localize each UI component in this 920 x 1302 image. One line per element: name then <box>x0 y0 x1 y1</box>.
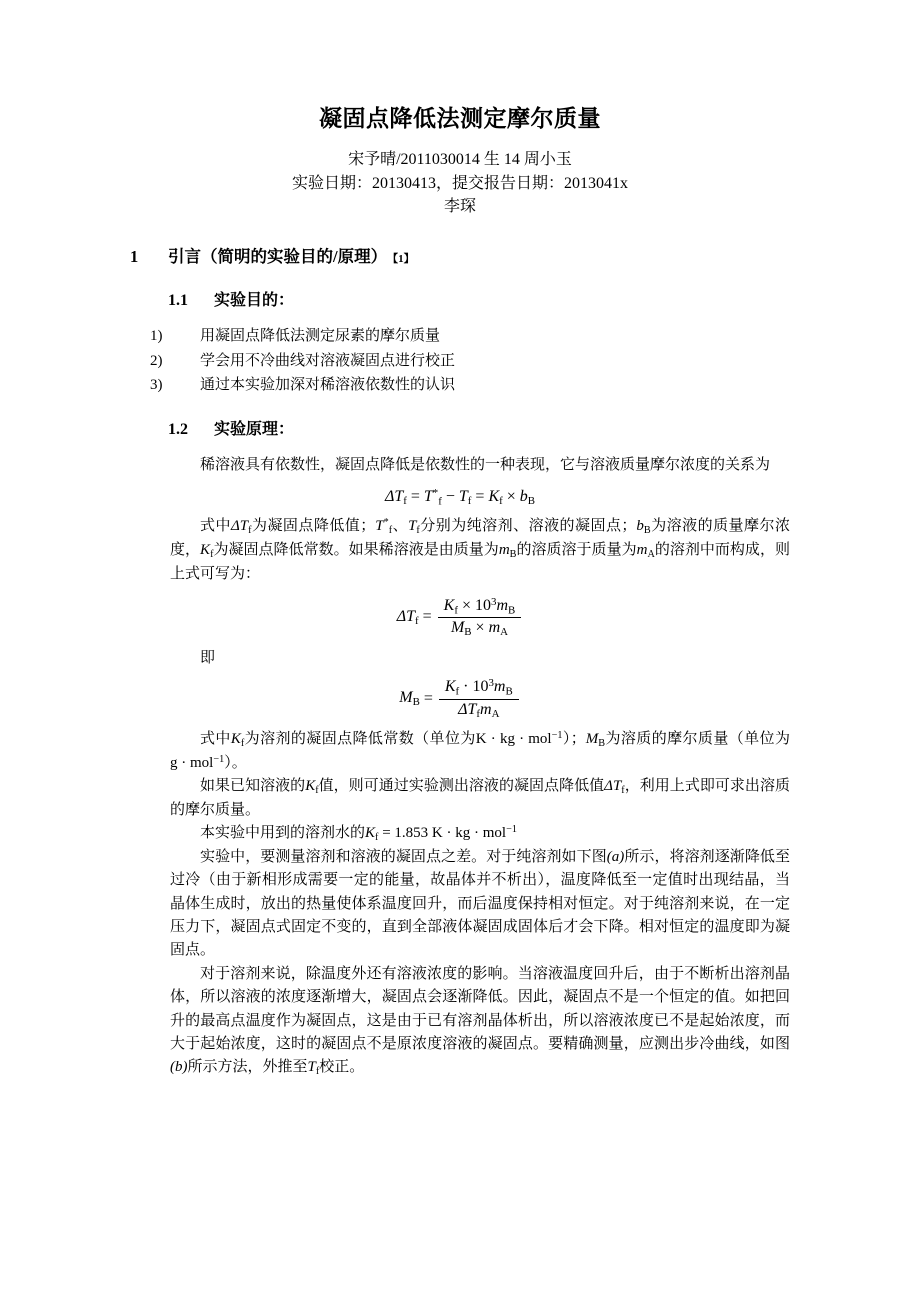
eq2-equals: = <box>422 608 432 626</box>
eq3-den-T-sub: f <box>476 707 481 720</box>
list-marker: 2) <box>150 352 163 369</box>
section-1-2-heading <box>130 419 790 441</box>
p3-unit-kf: K · kg · mol <box>475 730 552 747</box>
eq3-num-m-sub: B <box>505 685 513 698</box>
byline-author: 宋予晴/2011030014 生 14 周小玉 <box>348 150 572 168</box>
eq3-num-K-sub: f <box>455 685 460 698</box>
p4-text-b: 值，则可通过实验测出溶液的凝固点降低值 <box>318 777 605 794</box>
eq1-T-sub: f <box>403 494 407 507</box>
p7-T: T <box>307 1059 316 1076</box>
p4-text-a: 如果已知溶液的 <box>200 777 306 794</box>
eq2-den-m: m <box>488 619 501 637</box>
eq2-num-m: m <box>496 597 508 615</box>
byline-instructor: 李琛 <box>443 198 476 216</box>
section-1-1-number: 1.1 <box>168 292 188 309</box>
p5-K: K <box>365 825 376 842</box>
p3-text-d: 为溶质的摩尔质量（单位为 <box>605 730 790 747</box>
citation-marker: 【1】 <box>387 252 415 265</box>
p6-text-a: 实验中，要测量溶剂和溶液的凝固点之差。对于纯溶剂如下图 <box>200 848 607 865</box>
eq2-num-ten: 10 <box>475 597 491 615</box>
section-1-1-heading <box>130 290 790 312</box>
figure-ref-b: (b) <box>170 1059 188 1076</box>
objectives-list <box>130 324 790 397</box>
p2-text-e: 为凝固点降低常数。如果稀溶液是由质量为 <box>213 542 499 559</box>
p7-text-c: 校正。 <box>319 1059 365 1076</box>
eq2-num-K-sub: f <box>454 604 458 617</box>
eq3-num-ten: 10 <box>472 678 489 696</box>
eq2-denominator <box>445 618 514 638</box>
paragraph-symbol-definitions: 式中$\Delta T_f$为凝固点降低值；$T^*_f$、$T_f$分别为纯溶剂、溶液的凝固点；$b_B$为溶液的质量摩尔浓度，$K_f$为凝固点降低常数。如果稀溶液是由质量为$m_B$的溶质溶于质量为$m_A$的溶剂中而构成，则上式可写为： <box>170 517 790 582</box>
eq1-T: T <box>394 487 404 505</box>
byline-dates: 实验日期：20130413，提交报告日期：2013041x <box>291 174 628 192</box>
p3-text-e: ）。 <box>224 754 247 771</box>
eq2-num-times: × <box>461 597 471 615</box>
eq3-num-exp: 3 <box>488 677 494 690</box>
p6-text-b: 所示，将溶剂逐渐降低至过冷（由于新相形成需要一定的能量，故晶体并不析出），温度降低至一定值时出现结晶，当晶体生成时，放出的热量使体系温度回升，而后温度保持相对恒定。对于纯溶剂来说，在一定压力下，凝固点式固定不变的，直到全部液体凝固成固体后才会下降。相对恒定的温度即为凝固点。 <box>170 848 790 959</box>
p3-unit-mb-exp: −1 <box>213 753 225 765</box>
p2-text-g: 的溶剂中而构成，则上式可写为： <box>170 542 790 582</box>
eq3-den-m-sub: A <box>491 707 500 720</box>
paragraph-units: 式中$K_f$为溶剂的凝固点降低常数（单位为K · kg · mol$^{-1}$）；$M_B$为溶质的摩尔质量（单位为g · mol$^{-1}$）。 <box>170 729 790 771</box>
p2-text-f: 的溶质溶于质量为 <box>516 542 637 559</box>
p3-text-c: ）； <box>562 730 586 747</box>
section-1-heading <box>130 245 790 268</box>
list-item <box>130 349 790 373</box>
paragraph-solution <box>130 963 790 1080</box>
eq1-Tstar: T <box>423 488 433 506</box>
p2-text-a: 式中 <box>200 518 231 535</box>
list-marker: 1) <box>150 328 163 345</box>
p5-equals: = <box>382 825 391 842</box>
p7-text-a: 对于溶剂来说，除温度外还有溶液浓度的影响。当溶液温度回升后，由于不断析出溶剂晶体，所以溶液的浓度逐渐增大，凝固点会逐渐降低。因此，凝固点不是一个恒定的值。如把回升的最高点温度作为凝固点，这是由于已有溶剂晶体析出，所以溶液浓度已不是起始浓度，而大于起始浓度，这时的凝固点不是原浓度溶液的凝固点。要精确测量，应测出步冷曲线，如图 <box>170 965 790 1052</box>
list-item <box>130 324 790 348</box>
list-text: 通过本实验加深对稀溶液依数性的认识 <box>200 376 456 393</box>
page-title: 凝固点降低法测定摩尔质量 <box>319 106 601 131</box>
eq2-den-times: × <box>475 619 485 637</box>
eq2-delta: Δ <box>396 607 407 625</box>
p3-unit-kf-exp: −1 <box>551 729 563 741</box>
section-1-2-number: 1.2 <box>168 421 188 439</box>
eq3-num-K: K <box>444 678 456 696</box>
paragraph-kf-value <box>130 822 790 846</box>
eq1-b: b <box>519 487 528 505</box>
p3-text-a: 式中 <box>200 730 231 747</box>
eq3-den-delta: Δ <box>458 700 468 718</box>
p2-text-b: 为凝固点降低值； <box>251 518 376 535</box>
eq1-K-sub: f <box>499 494 503 507</box>
eq3-M: M <box>399 689 413 707</box>
section-1-2-title: 实验原理： <box>214 421 295 439</box>
eq2-den-m-sub: A <box>500 626 508 639</box>
p2-text-c: 分别为纯溶剂、溶液的凝固点； <box>419 518 637 535</box>
p5-value: 1.853 <box>394 825 429 842</box>
paragraph-known-kf: 如果已知溶液的$K_f$值，则可通过实验测出溶液的凝固点降低值$\Delta T_f$，利用上式即可求出溶质的摩尔质量。 <box>170 777 790 818</box>
eq1-K: K <box>488 487 500 505</box>
eq1-equals-1: = <box>410 488 420 506</box>
eq2-T: T <box>406 607 416 625</box>
eq2-fraction <box>438 596 522 638</box>
eq2-T-sub: f <box>415 614 419 627</box>
eq1-Tstar-sup: * <box>432 487 439 500</box>
eq2-num-K: K <box>443 597 455 615</box>
eq3-denominator <box>452 700 505 720</box>
eq3-M-sub: B <box>412 696 420 709</box>
eq1-b-sub: B <box>527 494 536 507</box>
eq3-equals: = <box>423 689 433 707</box>
eq3-num-m: m <box>493 678 506 696</box>
p3-unit-mb: g · mol <box>170 754 214 771</box>
eq1-minus: − <box>445 488 455 506</box>
paragraph-pure-solvent <box>130 846 790 963</box>
eq3-numerator <box>439 677 519 699</box>
eq3-den-m: m <box>480 700 492 718</box>
eq3-fraction <box>439 677 519 719</box>
list-item <box>130 373 790 397</box>
eq1-Tstar-sub: f <box>438 495 442 508</box>
list-text: 用凝固点降低法测定尿素的摩尔质量 <box>200 328 441 345</box>
eq3-den-T: T <box>467 700 477 718</box>
list-marker: 3) <box>150 376 163 393</box>
byline-block <box>130 148 790 219</box>
eq2-den-M-sub: B <box>464 626 472 639</box>
eq2-den-M: M <box>450 619 465 637</box>
p5-unit: K · kg · mol <box>431 825 507 842</box>
p5-K-sub: f <box>375 831 379 843</box>
section-1-1-title: 实验目的： <box>214 292 295 309</box>
section-1-number: 1 <box>130 246 139 266</box>
eq1-equals-2: = <box>475 488 485 506</box>
paragraph-ji: 即 <box>200 650 216 667</box>
eq2-num-m-sub: B <box>508 604 516 617</box>
figure-ref-a: (a) <box>606 848 625 865</box>
p2-text-d: 为溶液的质量摩尔浓度， <box>170 518 790 559</box>
eq1-times: × <box>506 488 516 506</box>
section-1-title: 引言（简明的实验目的/原理） <box>168 246 388 266</box>
eq1-T2-sub: f <box>467 494 472 507</box>
eq3-num-dot: · <box>463 678 469 696</box>
p7-T-sub: f <box>315 1066 320 1078</box>
eq2-num-exp: 3 <box>491 596 497 609</box>
p4-text-c: ，利用上式即可求出溶质的摩尔质量。 <box>170 777 790 818</box>
p5-unit-exp: −1 <box>506 824 517 836</box>
equation-1 <box>130 487 790 507</box>
paragraph-principle-intro: 稀溶液具有依数性，凝固点降低是依数性的一种表现，它与溶液质量摩尔浓度的关系为 <box>200 456 771 473</box>
list-text: 学会用不冷曲线对溶液凝固点进行校正 <box>200 352 456 369</box>
equation-3 <box>130 677 790 719</box>
eq2-numerator <box>438 596 522 618</box>
eq1-delta: Δ <box>384 487 395 505</box>
eq1-T2: T <box>458 487 468 505</box>
equation-2 <box>130 596 790 638</box>
p5-text-a: 本实验中用到的溶剂水的 <box>200 825 366 842</box>
p7-text-b: 所示方法，外推至 <box>187 1059 308 1076</box>
p3-text-b: 为溶剂的凝固点降低常数（单位为 <box>244 730 476 747</box>
